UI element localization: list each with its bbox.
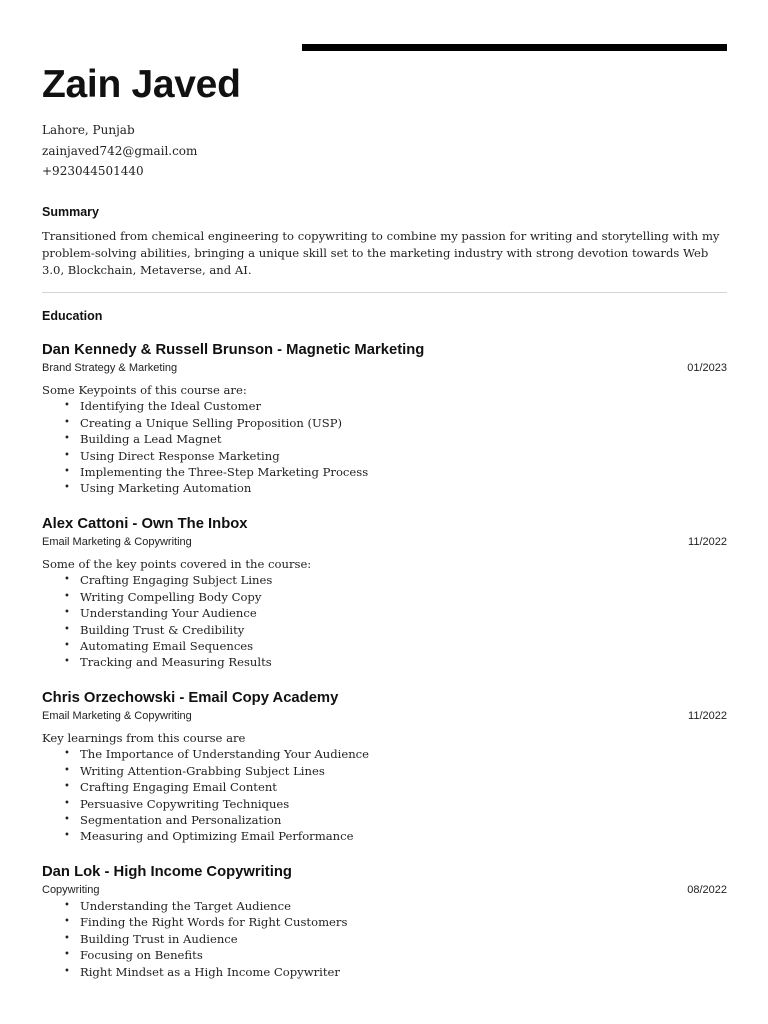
list-item: • Using Direct Response Marketing: [80, 448, 727, 464]
list-item: • Crafting Engaging Subject Lines: [80, 572, 727, 588]
education-entry: [42, 340, 727, 497]
course-title: Dan Lok - High Income Copywriting: [42, 864, 292, 880]
summary-text: Transitioned from chemical engineering to copywriting to combine my passion for writing and storytelling with my problem-solving abilities, bringing a unique skill set to the marketing industry with strong devotion towards Web 3.0, Blockchain, Metaverse, and AI.: [42, 229, 720, 277]
course-points: [42, 572, 727, 670]
location: Lahore, Punjab: [42, 123, 135, 137]
phone: +923044501440: [42, 164, 144, 178]
list-item: • Building a Lead Magnet: [80, 431, 727, 447]
list-item: • Understanding Your Audience: [80, 605, 727, 621]
course-points: [42, 746, 727, 844]
list-item: • The Importance of Understanding Your Audience: [80, 746, 727, 762]
list-item: • Automating Email Sequences: [80, 638, 727, 654]
list-item: • Measuring and Optimizing Email Performance: [80, 828, 727, 844]
list-item: • Creating a Unique Selling Proposition (USP): [80, 415, 727, 431]
list-item: • Right Mindset as a High Income Copywriter: [80, 964, 727, 980]
email: zainjaved742@gmail.com: [42, 143, 198, 158]
section-divider: [42, 292, 727, 293]
course-title: Chris Orzechowski - Email Copy Academy: [42, 690, 339, 706]
list-item: • Writing Attention-Grabbing Subject Lines: [80, 763, 727, 779]
course-points: [42, 898, 727, 980]
course-date: 01/2023: [687, 362, 727, 374]
education-heading: Education: [42, 309, 103, 323]
header-accent-bar: [302, 44, 727, 51]
summary-heading: Summary: [42, 205, 99, 219]
education-entry: [42, 514, 727, 671]
course-date: 11/2022: [688, 710, 727, 722]
education-entry: [42, 862, 727, 980]
course-category: Brand Strategy & Marketing: [42, 362, 178, 374]
list-item: • Building Trust & Credibility: [80, 622, 727, 638]
list-item: • Implementing the Three-Step Marketing Process: [80, 464, 727, 480]
list-item: • Segmentation and Personalization: [80, 812, 727, 828]
list-item: • Focusing on Benefits: [80, 947, 727, 963]
contact-info: [42, 120, 197, 182]
list-item: • Building Trust in Audience: [80, 931, 727, 947]
list-item: • Using Marketing Automation: [80, 480, 727, 496]
course-title: Alex Cattoni - Own The Inbox: [42, 516, 248, 532]
list-item: • Finding the Right Words for Right Customers: [80, 914, 727, 930]
list-item: • Crafting Engaging Email Content: [80, 779, 727, 795]
course-intro: Some of the key points covered in the course:: [42, 557, 312, 571]
education-entry: [42, 688, 727, 845]
list-item: • Identifying the Ideal Customer: [80, 398, 727, 414]
list-item: • Understanding the Target Audience: [80, 898, 727, 914]
list-item: • Persuasive Copywriting Techniques: [80, 796, 727, 812]
list-item: • Tracking and Measuring Results: [80, 654, 727, 670]
course-intro: Key learnings from this course are: [42, 731, 246, 745]
course-points: [42, 398, 727, 496]
course-category: Copywriting: [42, 884, 100, 896]
course-category: Email Marketing & Copywriting: [42, 710, 192, 722]
course-intro: Some Keypoints of this course are:: [42, 383, 247, 397]
candidate-name: Zain Javed: [42, 63, 241, 106]
course-date: 08/2022: [687, 884, 727, 896]
course-category: Email Marketing & Copywriting: [42, 536, 192, 548]
list-item: • Writing Compelling Body Copy: [80, 589, 727, 605]
course-title: Dan Kennedy & Russell Brunson - Magnetic Marketing: [42, 342, 425, 358]
course-date: 11/2022: [688, 536, 727, 548]
